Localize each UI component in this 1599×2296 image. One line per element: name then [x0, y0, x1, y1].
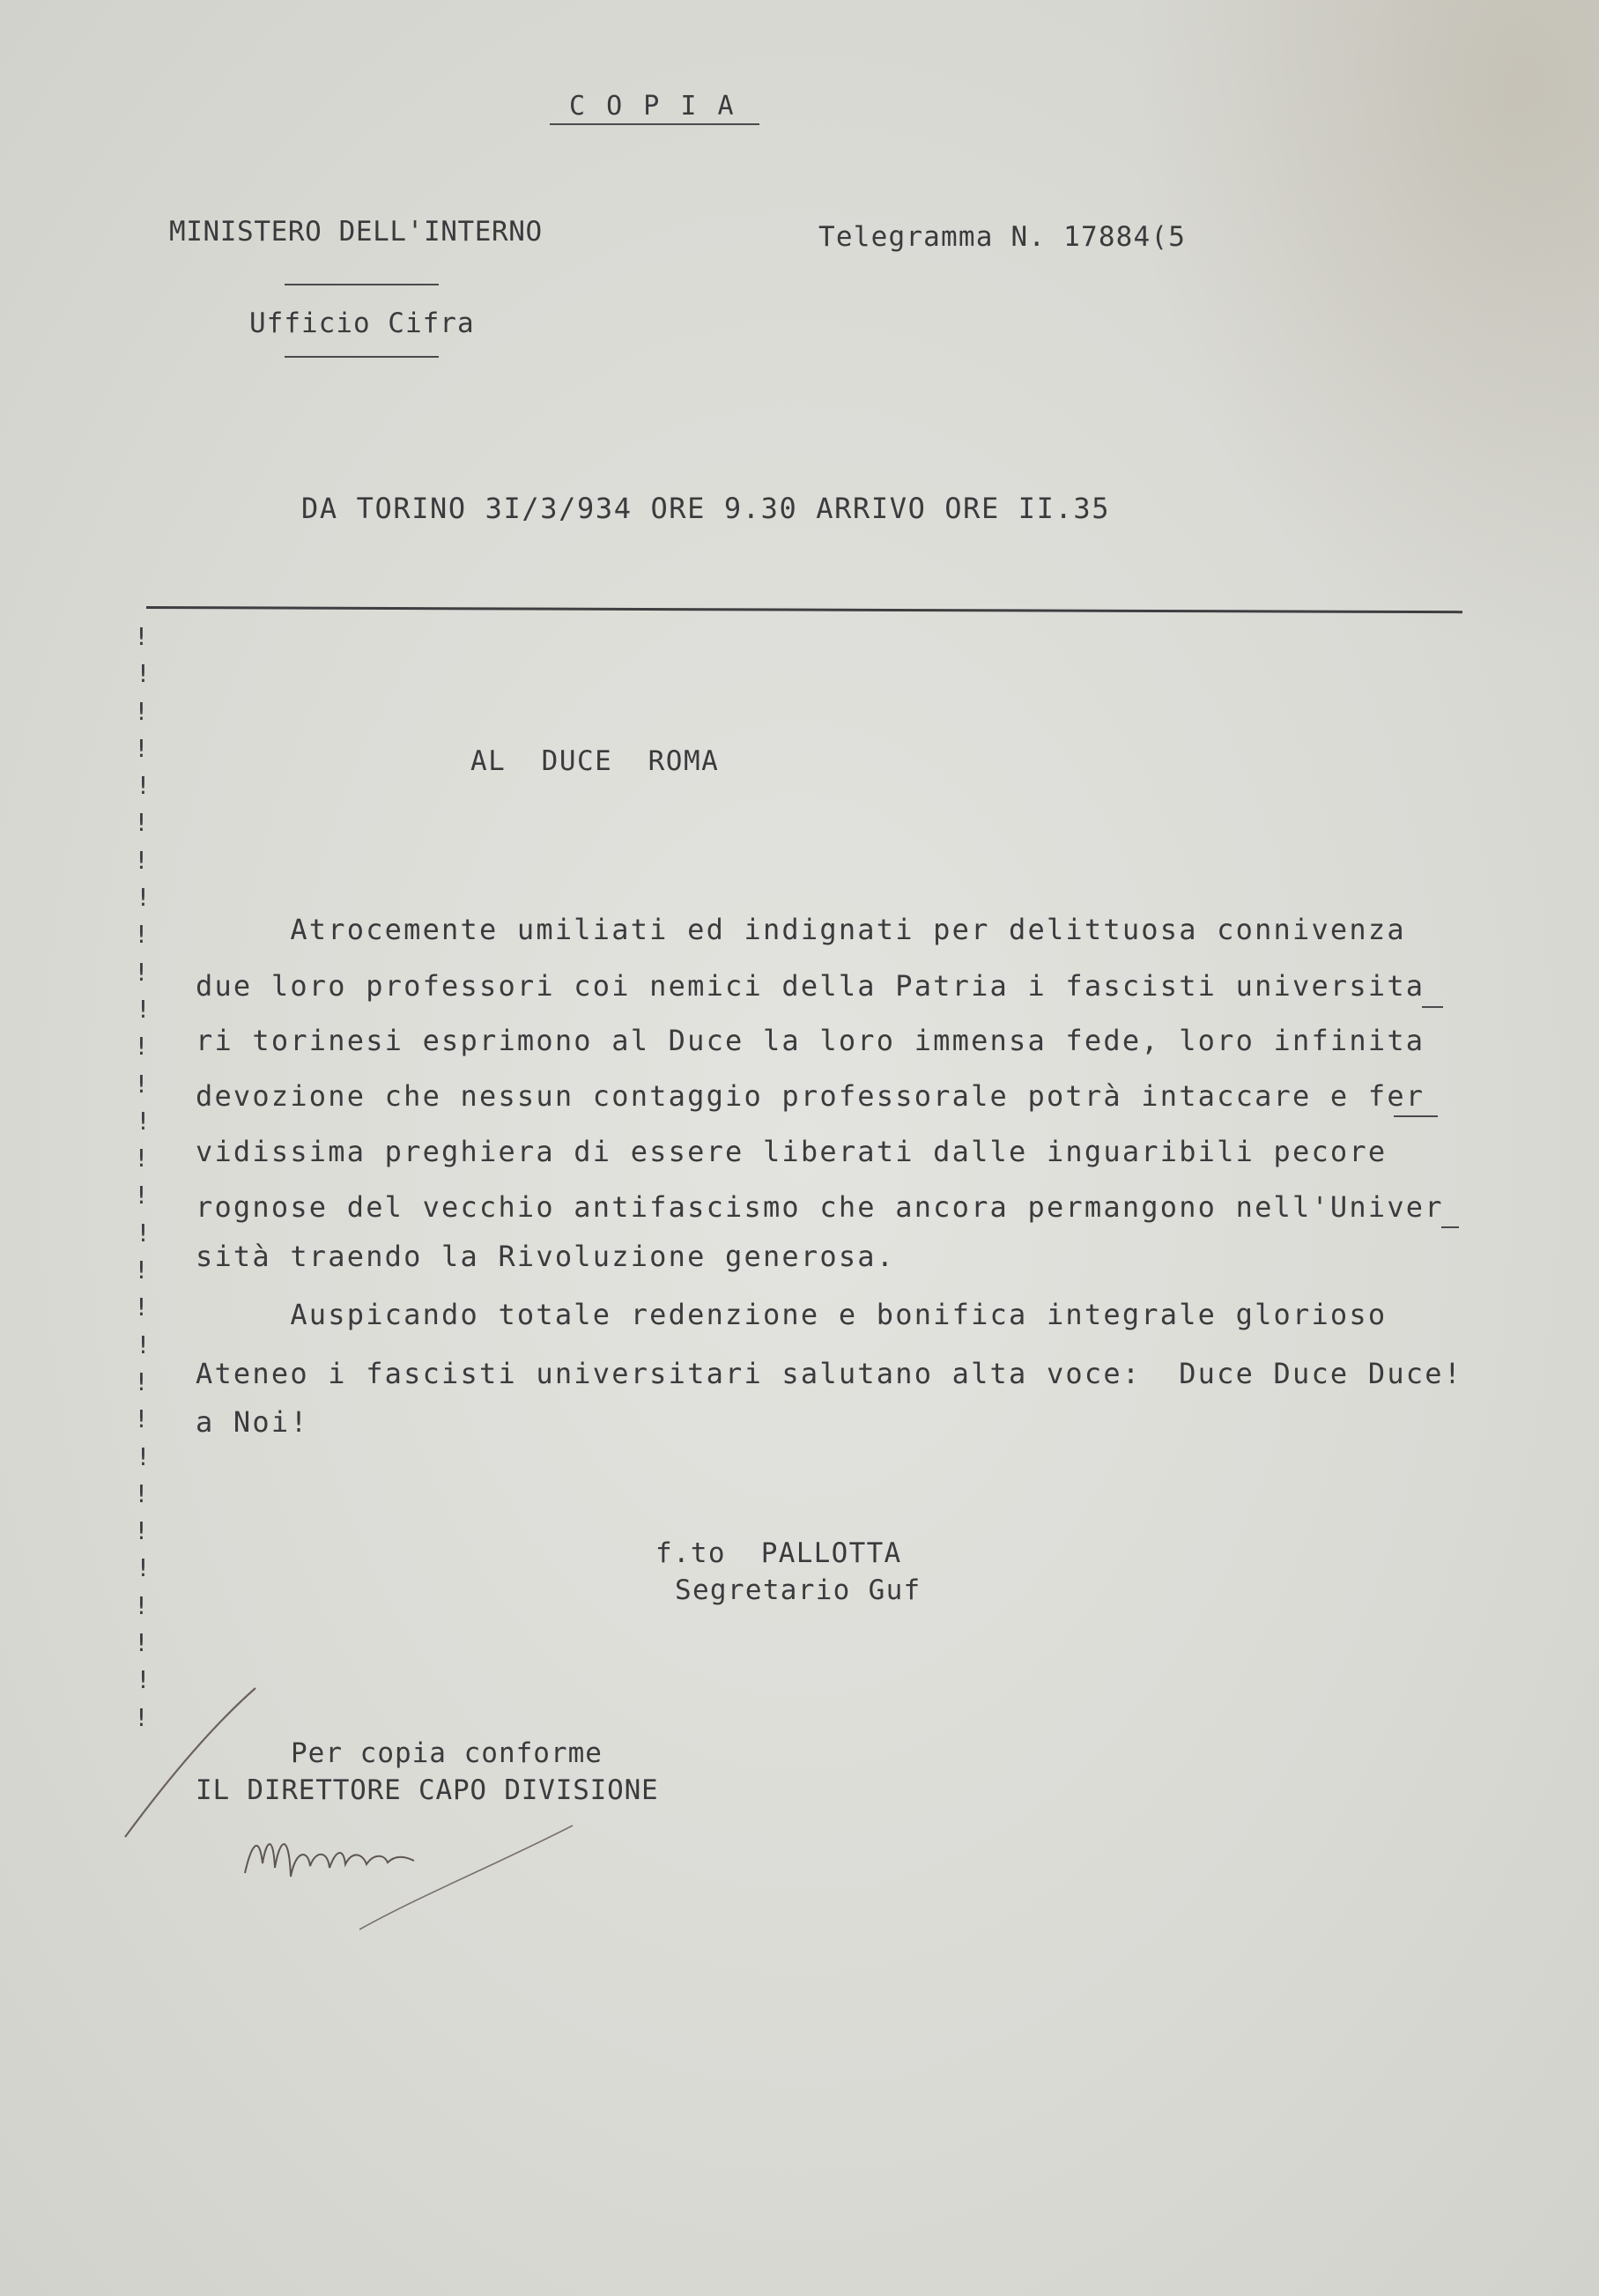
body-line-6: rognose del vecchio antifascismo che ancora permangono nell'Univer	[196, 1190, 1444, 1224]
body-line-2: due loro professori coi nemici della Patria i fascisti universita	[196, 969, 1425, 1003]
margin-mark: !	[136, 1218, 151, 1248]
body-line-4: devozione che nessun contaggio professorale potrà intaccare e fer	[196, 1079, 1425, 1113]
margin-mark: !	[134, 1181, 149, 1211]
margin-mark: !	[136, 994, 151, 1024]
body-line-7: sità traendo la Rivoluzione generosa.	[196, 1240, 896, 1273]
margin-mark: !	[136, 1553, 151, 1583]
body-line-1: Atrocemente umiliati ed indignati per delittuosa connivenza	[196, 913, 1406, 946]
margin-mark: !	[134, 696, 149, 726]
margin-mark: !	[134, 845, 149, 875]
margin-mark: !	[134, 1516, 149, 1546]
signer-role: Segretario Guf	[675, 1574, 922, 1606]
transmission-line: DA TORINO 3I/3/934 ORE 9.30 ARRIVO ORE II.35	[301, 492, 1111, 525]
body-line-9: Ateneo i fascisti universitari salutano alta voce: Duce Duce Duce!	[196, 1357, 1463, 1390]
margin-mark: !	[134, 920, 149, 950]
margin-mark: !	[134, 1255, 149, 1285]
margin-mark: !	[134, 622, 149, 651]
certification-line-1: Per copia conforme	[291, 1737, 603, 1769]
margin-mark: !	[134, 1366, 149, 1396]
telegram-number: Telegramma N. 17884(5	[818, 221, 1187, 253]
body-line-10: a Noi!	[196, 1405, 309, 1439]
margin-mark: !	[134, 1590, 149, 1620]
margin-mark: !	[134, 1144, 149, 1174]
body-line-8: Auspicando totale redenzione e bonifica integrale glorioso	[196, 1298, 1388, 1331]
margin-mark: !	[136, 1106, 151, 1136]
margin-mark: !	[134, 1702, 149, 1732]
margin-mark: !	[134, 1292, 149, 1322]
certification-line-2: IL DIRETTORE CAPO DIVISIONE	[196, 1774, 659, 1806]
office-name: Ufficio Cifra	[249, 307, 475, 339]
margin-mark: !	[134, 808, 149, 838]
margin-mark: !	[136, 1665, 151, 1695]
margin-mark: !	[134, 1404, 149, 1434]
margin-mark: !	[134, 957, 149, 987]
body-line-3: ri torinesi esprimono al Duce la loro immensa fede, loro infinita	[196, 1024, 1425, 1057]
copy-label: C O P I A	[569, 91, 737, 122]
margin-mark: !	[134, 1069, 149, 1099]
addressee: AL DUCE ROMA	[470, 745, 720, 777]
margin-mark: !	[134, 1628, 149, 1658]
margin-mark: !	[136, 659, 151, 689]
margin-mark: !	[136, 883, 151, 913]
margin-mark: !	[134, 1478, 149, 1508]
ministry-name: MINISTERO DELL'INTERNO	[169, 216, 543, 248]
body-line-5: vidissima preghiera di essere liberati dalle inguaribili pecore	[196, 1135, 1388, 1168]
margin-mark: !	[136, 1329, 151, 1359]
margin-mark: !	[134, 1032, 149, 1062]
margin-mark: !	[136, 771, 151, 801]
margin-mark: !	[134, 733, 149, 763]
margin-mark: !	[136, 1441, 151, 1471]
signed-by: f.to PALLOTTA	[655, 1537, 902, 1569]
